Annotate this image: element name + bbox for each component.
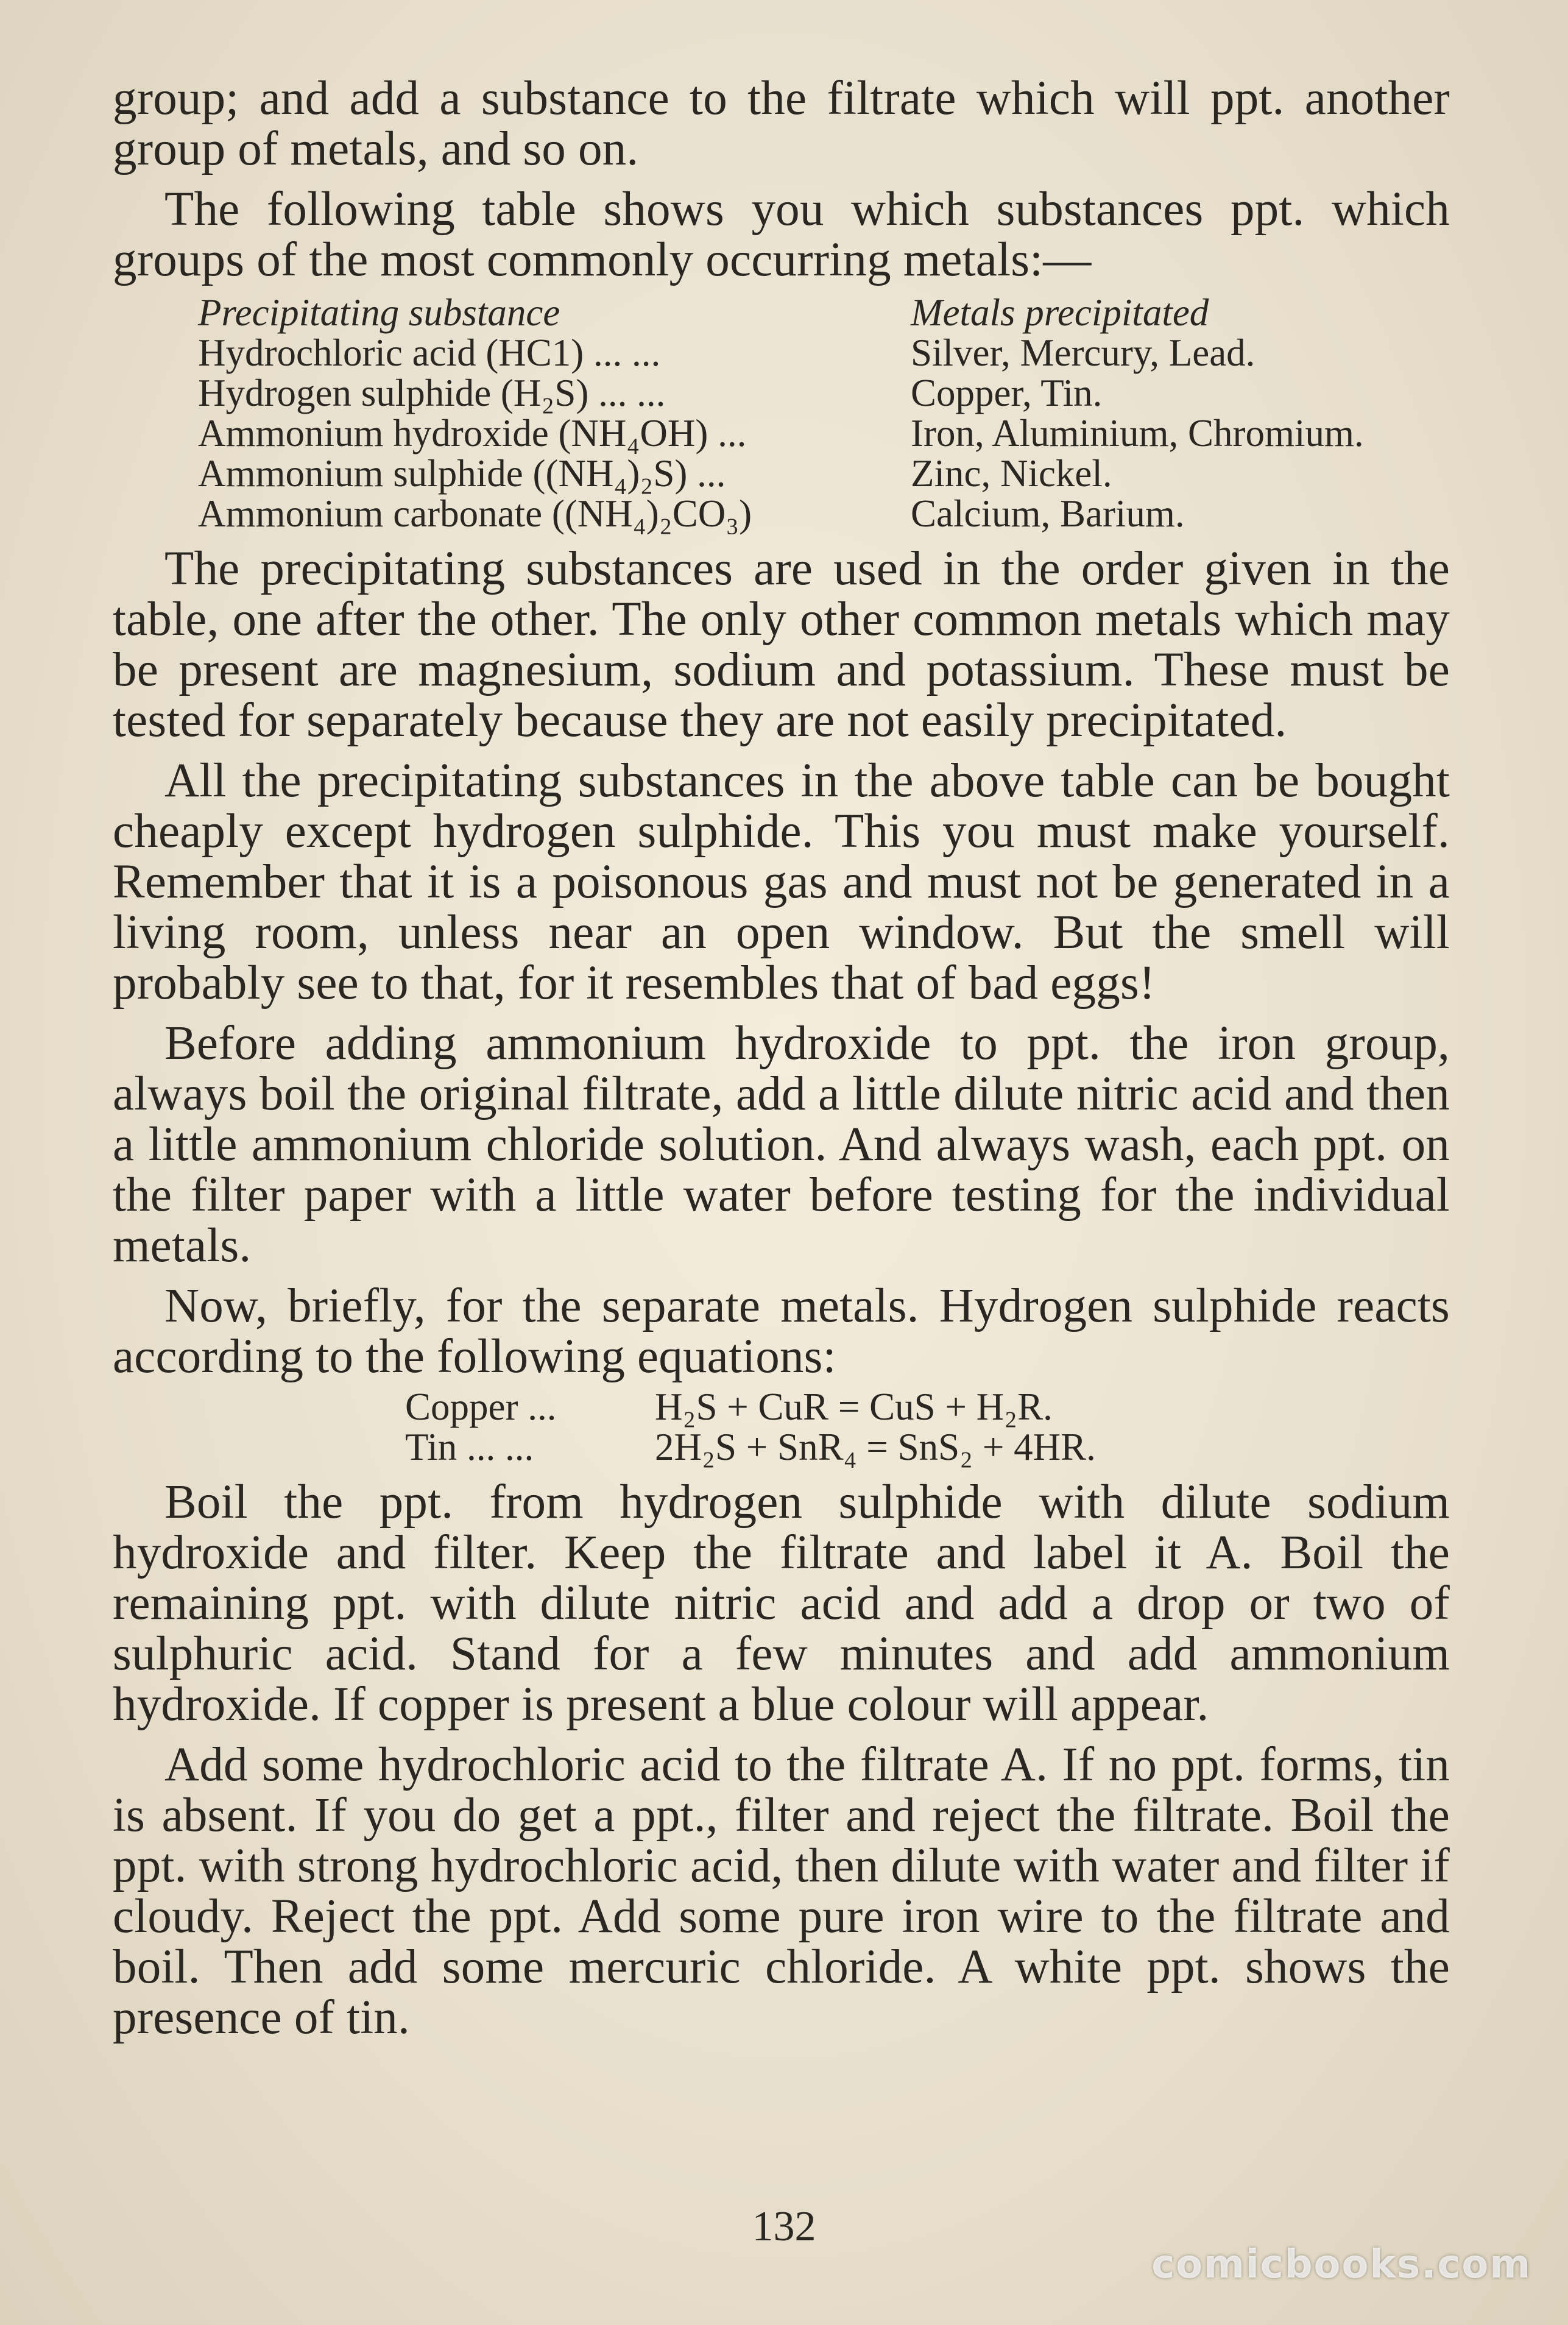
equation-metal: Copper ... [405, 1385, 557, 1428]
equation-formula: H₂S + CuR = CuS + H₂R. [655, 1385, 1053, 1428]
table-cell-substance: Ammonium hydroxide (NH₄OH) ... [198, 412, 747, 455]
equation-formula: 2H₂S + SnR₄ = SnS₂ + 4HR. [655, 1426, 1096, 1468]
paragraph: Now, briefly, for the separate metals. Hydrogen sulphide reacts according to the following equations: [113, 1279, 1450, 1383]
table-cell-metals: Copper, Tin. [911, 372, 1103, 414]
table-cell-metals: Zinc, Nickel. [911, 452, 1112, 495]
table-row [198, 333, 1450, 373]
table-header-substance: Precipitating substance [198, 291, 560, 334]
table-cell-substance: Hydrochloric acid (HC1) ... ... [198, 331, 661, 374]
page-number: 132 [752, 2203, 816, 2250]
paragraph: Before adding ammonium hydroxide to ppt. the iron group, always boil the original filtrate, add a little dilute nitric acid and then a little ammonium chloride solution. And always wash, each ppt. on the filter paper with a little water before testing for the individual metals. [113, 1017, 1450, 1272]
table-cell-substance: Ammonium sulphide ((NH₄)₂S) ... [198, 452, 726, 495]
table-cell-metals: Iron, Aluminium, Chromium. [911, 412, 1364, 455]
table-cell-metals: Silver, Mercury, Lead. [911, 331, 1255, 374]
watermark: comicbooks.com [1151, 2242, 1531, 2287]
table-row [198, 453, 1450, 494]
equation-row [405, 1427, 1450, 1467]
equation-row [405, 1387, 1450, 1427]
paragraph: All the precipitating substances in the above table can be bought cheaply except hydrogen sulphide. This you must make yourself. Remember that it is a poisonous gas and must not be generated in a living room, unless near an open window. But the smell will probably see to that, for it resembles that of bad eggs! [113, 754, 1450, 1010]
paragraph: Boil the ppt. from hydrogen sulphide with dilute sodium hydroxide and filter. Keep the filtrate and label it A. Boil the remaining ppt. with dilute nitric acid and add a drop or two of sulphuric acid. Stand for a few minutes and add ammonium hydroxide. If copper is present a blue colour will appear. [113, 1476, 1450, 1731]
table-cell-metals: Calcium, Barium. [911, 492, 1185, 535]
table-row [198, 413, 1450, 453]
paragraph: The precipitating substances are used in the order given in the table, one after the other. The only other common metals which may be present are magnesium, sodium and potassium. These must be tested for separately because they are not easily precipitated. [113, 542, 1450, 747]
paragraph: group; and add a substance to the filtrate which will ppt. another group of metals, and so on. [113, 72, 1450, 175]
paragraph: The following table shows you which substances ppt. which groups of the most commonly occurring metals:— [113, 183, 1450, 286]
table-row [198, 373, 1450, 413]
paragraph: Add some hydrochloric acid to the filtrate A. If no ppt. forms, tin is absent. If you do get a ppt., filter and reject the filtrate. Boil the ppt. with strong hydrochloric acid, then dilute with water and filter if cloudy. Reject the ppt. Add some pure iron wire to the filtrate and boil. Then add some mercuric chloride. A white ppt. shows the presence of tin. [113, 1738, 1450, 2044]
page-body [113, 73, 1450, 2043]
table-header-metals: Metals precipitated [911, 291, 1209, 334]
table-row [198, 494, 1450, 534]
equations-block [405, 1387, 1450, 1467]
table-cell-substance: Hydrogen sulphide (H₂S) ... ... [198, 372, 666, 414]
equation-metal: Tin ... ... [405, 1426, 534, 1468]
table-cell-substance: Ammonium carbonate ((NH₄)₂CO₃) [198, 492, 752, 535]
precipitation-table [198, 292, 1450, 534]
table-header-row [198, 292, 1450, 333]
